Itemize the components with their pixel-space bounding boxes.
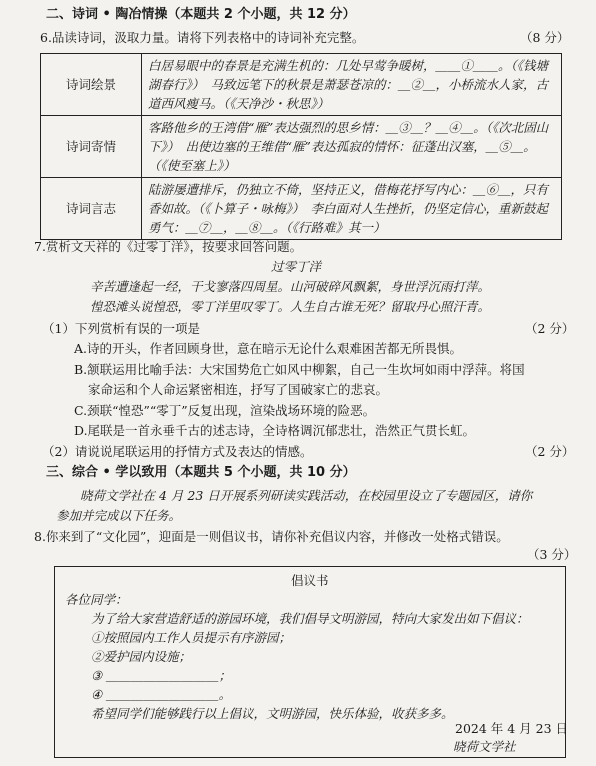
option-a: A.诗的开头，作者回顾身世，意在暗示无论什么艰难困苦都无所畏惧。 [74, 341, 463, 356]
q7-sub1-score: （2 分） [525, 321, 575, 336]
q7-stem: 7.赏析文天祥的《过零丁洋》，按要求回答问题。 [34, 239, 303, 254]
proposal-date: 2024 年 4 月 23 日 [455, 721, 569, 736]
proposal-closing: 希望同学们能够践行以上倡议，文明游园，快乐体验，收获多多。 [91, 706, 454, 721]
proposal-title: 倡议书 [291, 573, 329, 588]
proposal-signer: 晓荷文学社 [453, 739, 516, 754]
q8-stem: 8.你来到了“文化园”，迎面是一则倡议书，请你补充倡议内容，并修改一处格式错误。 [34, 529, 509, 544]
option-b-cont: 家命运和个人命运紧密相连，抒写了国破家亡的悲哀。 [88, 382, 389, 397]
poem-title: 过零丁洋 [271, 259, 322, 274]
q6-score: （8 分） [520, 30, 570, 45]
proposal-item-3: ③ ＿＿＿＿＿＿＿＿＿； [91, 668, 232, 683]
section-3-intro-cont: 参加并完成以下任务。 [56, 508, 182, 523]
category-cell: 诗词言志 [41, 178, 142, 240]
proposal-item-2: ②爱护园内设施； [91, 649, 192, 664]
q7-sub2-score: （2 分） [525, 444, 575, 459]
option-d: D.尾联是一首永垂千古的述志诗，全诗格调沉郁悲壮，浩然正气贯长虹。 [74, 423, 476, 438]
section-3-intro: 晓荷文学社在 4 月 23 日开展系列研读实践活动，在校园里设立了专题园区，请你 [80, 488, 533, 503]
proposal-item-1: ①按照园内工作人员提示有序游园； [91, 630, 292, 645]
q6-stem: 6.品读诗词，汲取力量。请将下列表格中的诗词补充完整。 [40, 30, 365, 45]
table-row [41, 54, 562, 116]
proposal-body: 为了给大家营造舒适的游园环境，我们倡导文明游园，特向大家发出如下倡议： [91, 611, 529, 626]
proposal-item-4: ④ ＿＿＿＿＿＿＿＿＿。 [91, 687, 232, 702]
poem-line-1: 辛苦遭逢起一经，干戈寥落四周星。山河破碎风飘絮，身世浮沉雨打萍。 [90, 279, 491, 294]
option-b: B.颔联运用比喻手法：大宋国势危亡如风中柳絮，自己一生坎坷如雨中浮萍。将国 [74, 362, 525, 377]
table-row [41, 178, 562, 240]
category-cell: 诗词绘景 [41, 54, 142, 116]
q7-sub2: （2）请说说尾联运用的抒情方式及表达的情感。 [42, 444, 313, 459]
poem-cell: 陆游屡遭排斥，仍独立不倚，坚持正义，借梅花抒写内心：＿⑥＿，只有香如故。（《卜算子・咏梅》） 李白面对人生挫折，仍坚定信心，重新鼓起勇气：＿⑦＿，＿⑧＿。（《行路难》其一） [142, 178, 562, 240]
poem-cell: 客路他乡的王湾借“雁”表达强烈的思乡情：＿③＿？＿④＿。（《次北固山下》） 出使边塞的王维借“雁”表达孤寂的情怀：征蓬出汉塞，＿⑤＿。（《使至塞上》） [142, 116, 562, 178]
option-c: C.颈联“惶恐”“零丁”反复出现，渲染战场环境的险恶。 [74, 403, 376, 418]
section-3-title: 三、综合 • 学以致用（本题共 5 个小题，共 10 分） [46, 465, 356, 480]
poem-line-2: 惶恐滩头说惶恐，零丁洋里叹零丁。人生自古谁无死？留取丹心照汗青。 [90, 299, 491, 314]
q7-sub1: （1）下列赏析有误的一项是 [42, 321, 200, 336]
table-row [41, 116, 562, 178]
q8-score: （3 分） [527, 547, 577, 562]
section-2-title: 二、诗词 • 陶冶情操（本题共 2 个小题，共 12 分） [46, 7, 356, 22]
proposal-greeting: 各位同学： [65, 592, 128, 607]
poem-cell: 白居易眼中的春景是充满生机的：几处早莺争暖树，＿＿①＿＿。（《钱塘湖春行》） 马致远笔下的秋景是萧瑟苍凉的：＿②＿，小桥流水人家，古道西风瘦马。（《天净沙・秋思》） [142, 54, 562, 116]
category-cell: 诗词寄情 [41, 116, 142, 178]
poem-table [40, 53, 562, 240]
proposal-box [54, 566, 569, 758]
